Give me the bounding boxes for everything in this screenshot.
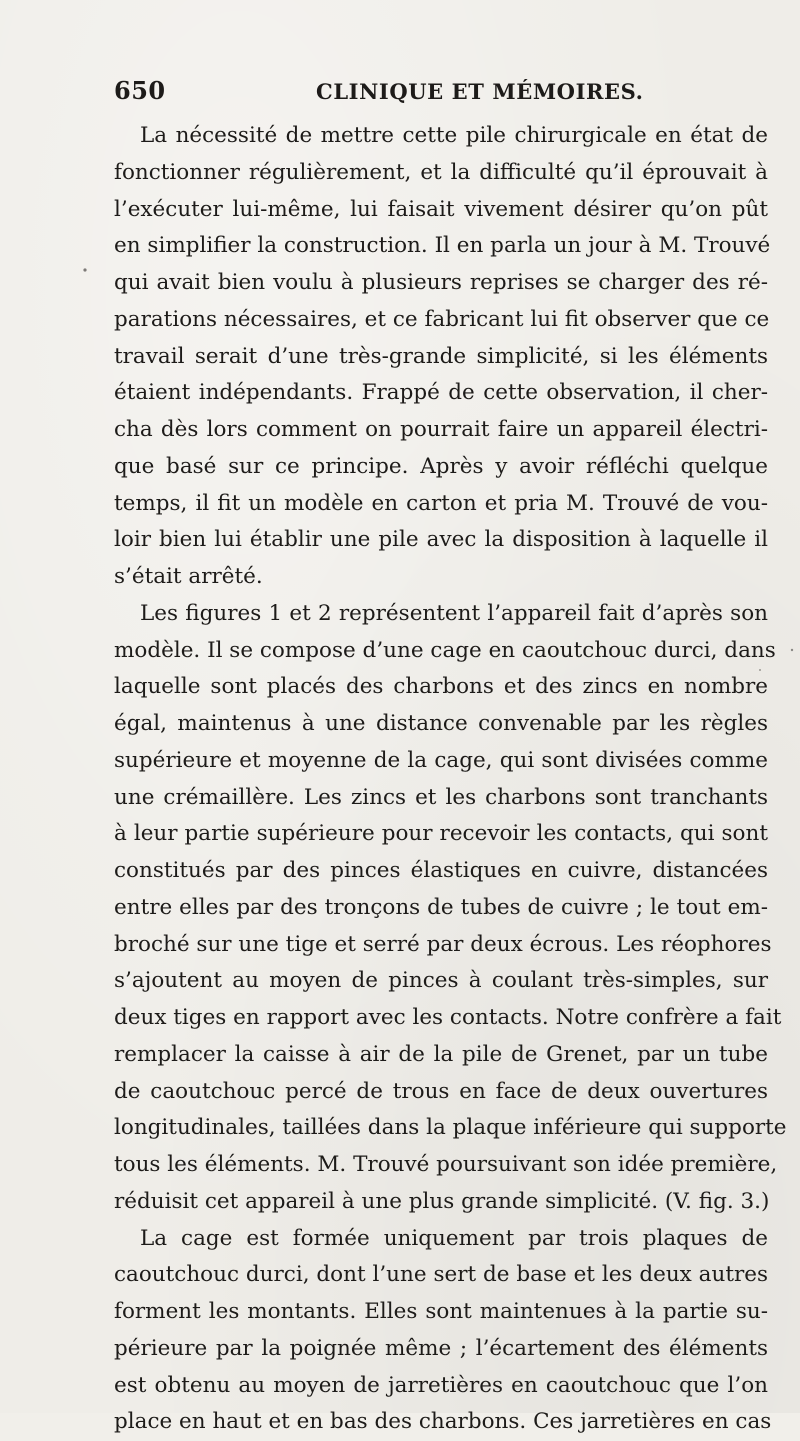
text-line: une crémaillère. Les zincs et les charbons sont tranchants (114, 784, 768, 810)
text-line: est obtenu au moyen de jarretières en caoutchouc que l’on (114, 1372, 768, 1398)
text-line: que basé sur ce principe. Après y avoir réfléchi quelque (114, 453, 768, 479)
text-line: Les figures 1 et 2 représentent l’appareil fait d’après son (140, 600, 768, 626)
text-line: modèle. Il se compose d’une cage en caoutchouc durci, dans (114, 637, 776, 663)
page-number: 650 (114, 76, 166, 105)
text-line: La nécessité de mettre cette pile chirurgicale en état de (140, 123, 768, 148)
page-header (0, 76, 800, 112)
text-line: à leur partie supérieure pour recevoir les contacts, qui sont (114, 821, 768, 847)
running-title: CLINIQUE ET MÉMOIRES. (316, 79, 644, 104)
text-line: tous les éléments. M. Trouvé poursuivant son idée première, (114, 1152, 778, 1177)
text-line: longitudinales, taillées dans la plaque inférieure qui supporte (114, 1115, 787, 1141)
text-line: broché sur une tige et serré par deux écrous. Les réophores (114, 931, 772, 957)
text-line: temps, il fit un modèle en carton et pria M. Trouvé de vou- (114, 490, 768, 516)
text-line: laquelle sont placés des charbons et des zincs en nombre (114, 674, 768, 700)
body-text (114, 118, 787, 1441)
text-line: remplacer la caisse à air de la pile de Grenet, par un tube (114, 1041, 768, 1067)
text-line: fonctionner régulièrement, et la difficulté qu’il éprouvait à (114, 159, 768, 185)
text-line: caoutchouc durci, dont l’une sert de base et les deux autres (114, 1262, 768, 1288)
text-line: réduisit cet appareil à une plus grande simplicité. (V. fig. 3.) (114, 1188, 770, 1214)
text-line: en simplifier la construction. Il en parla un jour à M. Trouvé (114, 233, 771, 259)
text-line: périeure par la poignée même ; l’écartement des éléments (114, 1335, 768, 1361)
text-line: s’ajoutent au moyen de pinces à coulant très-simples, sur (114, 968, 768, 994)
text-line: qui avait bien voulu à plusieurs reprises se charger des ré- (114, 270, 768, 295)
text-line: égal, maintenus à une distance convenable par les règles (114, 711, 768, 736)
text-line: s’était arrêté. (114, 564, 263, 589)
text-line: l’exécuter lui-même, lui faisait vivement désirer qu’on pût (114, 196, 768, 222)
text-line: loir bien lui établir une pile avec la disposition à laquelle il (114, 527, 768, 553)
text-line: entre elles par des tronçons de tubes de cuivre ; le tout em- (114, 894, 768, 920)
text-line: place en haut et en bas des charbons. Ces jarretières en cas (114, 1409, 772, 1435)
text-line: parations nécessaires, et ce fabricant lui fit observer que ce (114, 306, 770, 332)
text-line: supérieure et moyenne de la cage, qui sont divisées comme (114, 747, 768, 773)
text-line: de caoutchouc percé de trous en face de deux ouvertures (114, 1078, 768, 1104)
text-line: travail serait d’une très-grande simplicité, si les éléments (114, 343, 768, 369)
text-line: cha dès lors comment on pourrait faire un appareil électri- (114, 417, 768, 442)
text-line: étaient indépendants. Frappé de cette observation, il cher- (114, 380, 768, 406)
text-line: constitués par des pinces élastiques en cuivre, distancées (114, 858, 768, 883)
text-line: forment les montants. Elles sont maintenues à la partie su- (114, 1299, 768, 1324)
text-line: deux tiges en rapport avec les contacts. Notre confrère a fait (114, 1005, 782, 1030)
text-line: La cage est formée uniquement par trois plaques de (140, 1225, 768, 1251)
